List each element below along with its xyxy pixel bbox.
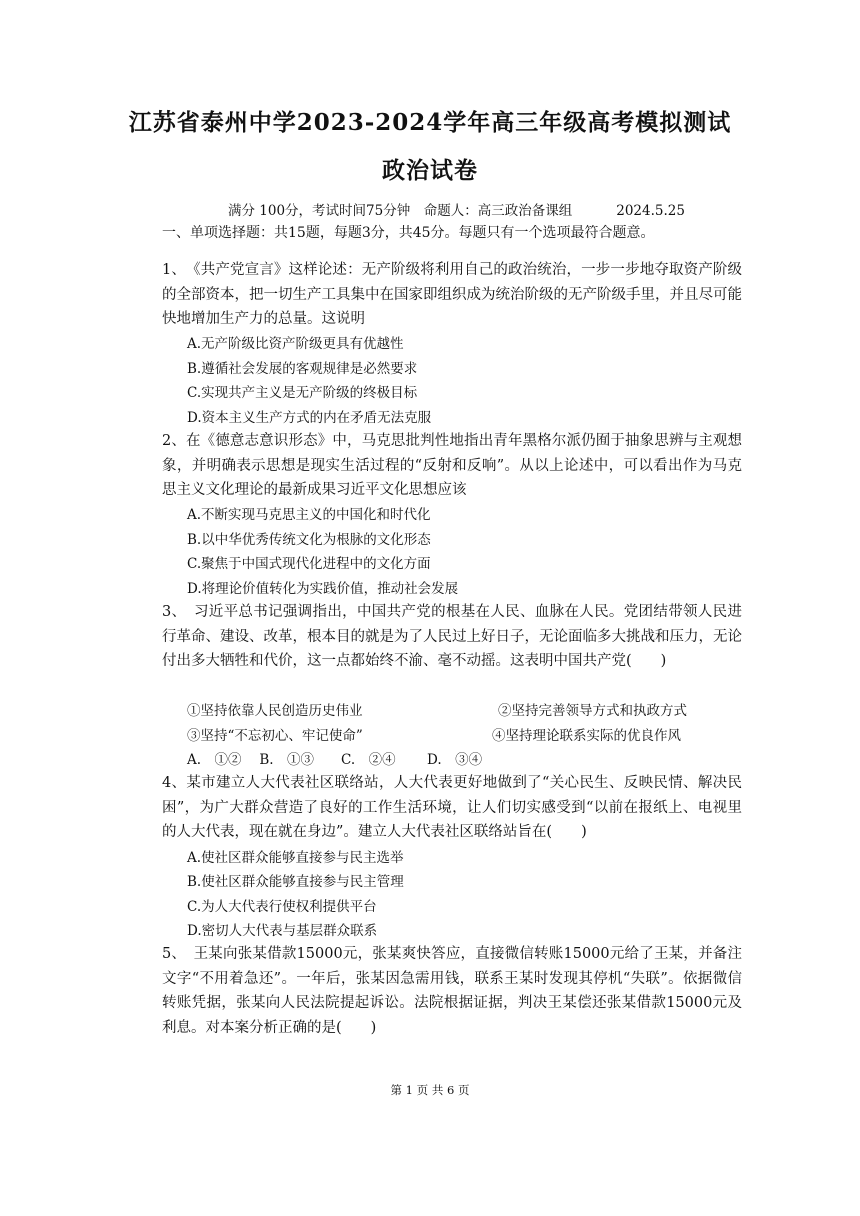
question-4-stem: 4、某市建立人大代表社区联络站，人大代表更好地做到了“关心民生、反映民情、解决民困”，为广大群众营造了良好的工作生活环境，让人们切实感受到“以前在报纸上、电视里的人大代表，现在就在身边”。建立人大代表社区联络站旨在( ) (162, 775, 742, 840)
section-heading: 一、单项选择题：共15题，每题3分，共45分。每题只有一个选项最符合题意。 (162, 225, 655, 241)
question-3-item-4: ④坚持理论联系实际的优良作风 (492, 728, 681, 744)
question-2-option-d: D.将理论价值转化为实践价值，推动社会发展 (187, 581, 459, 597)
question-1-option-d: D.资本主义生产方式的内在矛盾无法克服 (187, 410, 432, 426)
question-1-option-b: B.遵循社会发展的客观规律是必然要求 (187, 361, 418, 377)
question-2-option-a: A.不断实现马克思主义的中国化和时代化 (187, 507, 431, 523)
question-3-item-2: ②坚持完善领导方式和执政方式 (498, 703, 687, 719)
exam-meta-info: 满分 100分，考试时间75分钟 命题人：高三政治备课组 (228, 203, 573, 219)
question-2-option-b: B.以中华优秀传统文化为根脉的文化形态 (187, 532, 431, 548)
question-4-option-c: C.为人大代表行使权利提供平台 (187, 899, 377, 915)
question-3-stem: 3、 习近平总书记强调指出，中国共产党的根基在人民、血脉在人民。党团结带领人民进行革命、建设、改革，根本目的就是为了人民过上好日子，无论面临多大挑战和压力，无论付出多大牺牲和代价，这一点都始终不渝、毫不动摇。这表明中国共产党( ) (162, 604, 742, 669)
question-3-item-1: ①坚持依靠人民创造历史伟业 (187, 703, 363, 719)
question-3-item-3: ③坚持“不忘初心、牢记使命” (187, 728, 363, 744)
exam-title: 江苏省泰州中学2023-2024学年高三年级高考模拟测试 (128, 109, 732, 136)
question-4-option-a: A.使社区群众能够直接参与民主选举 (187, 850, 404, 866)
question-2-option-c: C.聚焦于中国式现代化进程中的文化方面 (187, 556, 431, 572)
question-1-stem: 1、 《共产党宣言》这样论述：无产阶级将利用自己的政治统治，一步一步地夺取资产阶级的全部资本，把一切生产工具集中在国家即组织成为统治阶级的无产阶级手里，并且尽可能快地增加生产力的总量。这说明 (162, 262, 742, 327)
exam-date: 2024.5.25 (616, 203, 685, 219)
question-3-choices: A. ①② B. ①③ C. ②④ D. ③④ (187, 752, 483, 768)
page-footer: 第 1 页 共 6 页 (390, 1083, 470, 1097)
exam-subtitle: 政治试卷 (382, 157, 478, 184)
question-5-stem: 5、 王某向张某借款15000元，张某爽快答应，直接微信转账15000元给了王某，并备注文字“不用着急还”。一年后，张某因急需用钱，联系王某时发现其停机“失联”。依据微信转账凭据，张某向人民法院提起诉讼。法院根据证据，判决王某偿还张某借款15000元及利息。对本案分析正确的是( ) (162, 946, 742, 1036)
exam-meta (228, 199, 685, 219)
question-4-option-d: D.密切人大代表与基层群众联系 (187, 923, 378, 939)
question-1-option-a: A.无产阶级比资产阶级更具有优越性 (187, 336, 404, 352)
question-1-option-c: C.实现共产主义是无产阶级的终极目标 (187, 385, 418, 401)
question-2-stem: 2、在《德意志意识形态》中，马克思批判性地指出青年黑格尔派仍囿于抽象思辨与主观想象，并明确表示思想是现实生活过程的“反射和反响”。从以上论述中，可以看出作为马克思主义文化理论的最新成果习近平文化思想应该 (162, 433, 742, 498)
question-4-option-b: B.使社区群众能够直接参与民主管理 (187, 874, 404, 890)
